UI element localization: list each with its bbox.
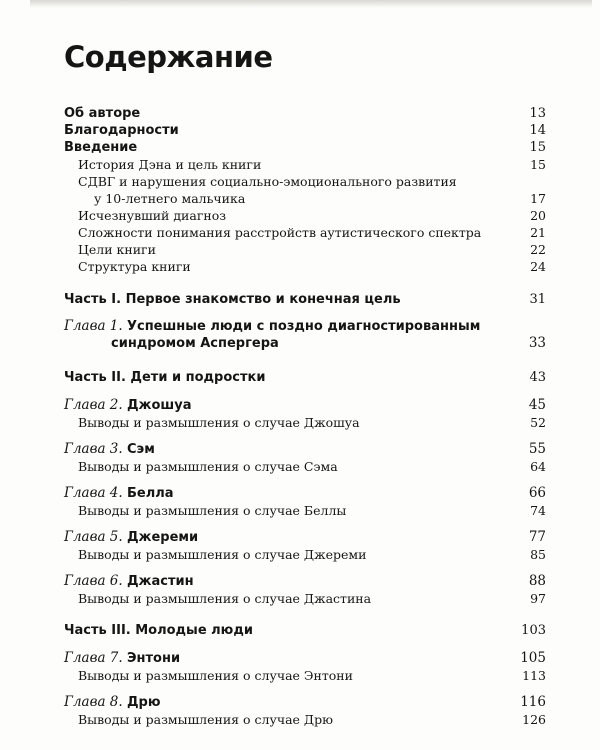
chapter-prefix: Глава 4. <box>64 485 123 501</box>
toc-subentry[interactable] <box>64 173 546 207</box>
chapter-prefix: Глава 2. <box>64 397 123 413</box>
toc-entry-introduction[interactable] <box>64 139 546 156</box>
toc-entry-page: 55 <box>528 441 546 457</box>
chapter-prefix: Глава 7. <box>64 650 123 666</box>
toc-entry-page: 97 <box>530 591 546 606</box>
toc-entry-label-continued: у 10-летнего мальчика <box>94 191 246 206</box>
toc-chapter-8[interactable] <box>64 694 546 711</box>
toc-chapter-1[interactable] <box>64 318 546 352</box>
toc-chapter-3[interactable] <box>64 441 546 458</box>
toc-entry-page: 105 <box>520 650 546 666</box>
toc-subentry[interactable] <box>64 458 546 475</box>
toc-entry-label: Выводы и размышления о случае Джошуа <box>78 415 360 430</box>
toc-entry-page: 113 <box>522 668 546 683</box>
toc-entry-page: 77 <box>528 529 546 545</box>
toc-entry-page: 52 <box>530 415 546 430</box>
toc-entry-label: Благодарности <box>64 123 179 138</box>
toc-entry-page: 88 <box>528 573 546 589</box>
toc-entry-about-author[interactable] <box>64 105 546 122</box>
toc-chapter-2[interactable] <box>64 397 546 414</box>
toc-entry-page: 64 <box>530 459 546 474</box>
chapter-prefix: Глава 1. <box>64 318 123 334</box>
chapter-title: Сэм <box>126 442 155 457</box>
toc-part-2[interactable] <box>64 369 546 386</box>
chapter-title: Белла <box>126 486 174 501</box>
toc-entry-label: Выводы и размышления о случае Дрю <box>78 712 333 727</box>
chapter-prefix: Глава 8. <box>64 694 123 710</box>
toc-part-label: Часть II. Дети и подростки <box>64 370 266 385</box>
toc-chapter-7[interactable] <box>64 650 546 667</box>
toc-chapter-4[interactable] <box>64 485 546 502</box>
toc-entry-page: 13 <box>529 106 546 121</box>
toc-part-label: Часть III. Молодые люди <box>64 623 253 638</box>
toc-subentry[interactable] <box>64 207 546 224</box>
toc-entry-page: 85 <box>530 547 546 562</box>
toc-entry-page: 43 <box>529 370 546 385</box>
chapter-prefix: Глава 5. <box>64 529 123 545</box>
toc-entry-page: 66 <box>528 485 546 501</box>
toc-entry-page: 116 <box>520 694 546 710</box>
toc-subentry[interactable] <box>64 414 546 431</box>
toc-part-3[interactable] <box>64 622 546 639</box>
table-of-contents <box>64 105 546 728</box>
chapter-title: Энтони <box>126 651 181 666</box>
toc-entry-page: 17 <box>530 191 546 206</box>
toc-entry-page: 15 <box>529 140 546 155</box>
toc-entry-page: 31 <box>529 292 546 307</box>
toc-entry-page: 15 <box>530 157 546 172</box>
chapter-title: Джастин <box>126 574 194 589</box>
toc-entry-acknowledgements[interactable] <box>64 122 546 139</box>
toc-entry-page: 45 <box>528 397 546 413</box>
toc-entry-page: 24 <box>530 259 546 274</box>
toc-entry-page: 103 <box>521 623 546 638</box>
toc-entry-label: Цели книги <box>78 242 156 257</box>
toc-chapter-5[interactable] <box>64 529 546 546</box>
toc-entry-label: Сложности понимания расстройств аутистического спектра <box>78 225 482 240</box>
toc-subentry[interactable] <box>64 156 546 173</box>
toc-entry-label: История Дэна и цель книги <box>78 157 262 172</box>
toc-entry-page: 21 <box>530 225 546 240</box>
toc-entry-label: Об авторе <box>64 106 141 121</box>
toc-entry-label: Исчезнувший диагноз <box>78 208 227 223</box>
page-top-edge <box>30 0 592 8</box>
chapter-prefix: Глава 3. <box>64 441 123 457</box>
toc-subentry[interactable] <box>64 711 546 728</box>
toc-subentry[interactable] <box>64 502 546 519</box>
toc-subentry[interactable] <box>64 667 546 684</box>
toc-entry-page: 14 <box>529 123 546 138</box>
chapter-title: Успешные люди с поздно диагностированным <box>126 319 481 334</box>
toc-entry-label: Структура книги <box>78 259 191 274</box>
toc-entry-label: Введение <box>64 140 138 155</box>
toc-part-1[interactable] <box>64 291 546 308</box>
toc-entry-page: 33 <box>528 335 546 351</box>
chapter-title: Джереми <box>126 530 199 545</box>
toc-chapter-6[interactable] <box>64 573 546 590</box>
page-title: Содержание <box>64 40 273 74</box>
toc-subentry[interactable] <box>64 224 546 241</box>
toc-subentry[interactable] <box>64 241 546 258</box>
toc-entry-page: 126 <box>522 712 546 727</box>
toc-subentry[interactable] <box>64 590 546 607</box>
toc-subentry[interactable] <box>64 258 546 275</box>
chapter-prefix: Глава 6. <box>64 573 123 589</box>
chapter-title-continued: синдромом Аспергера <box>111 336 279 351</box>
toc-entry-label: Выводы и размышления о случае Сэма <box>78 459 338 474</box>
toc-entry-label: Выводы и размышления о случае Джереми <box>78 547 367 562</box>
toc-entry-label: СДВГ и нарушения социально-эмоционального развития <box>78 174 457 189</box>
chapter-title: Дрю <box>126 695 161 710</box>
toc-entry-label: Выводы и размышления о случае Беллы <box>78 503 347 518</box>
toc-entry-label: Выводы и размышления о случае Энтони <box>78 668 353 683</box>
toc-entry-label: Выводы и размышления о случае Джастина <box>78 591 372 606</box>
chapter-title: Джошуа <box>126 398 192 413</box>
toc-entry-page: 74 <box>530 503 546 518</box>
toc-part-label: Часть I. Первое знакомство и конечная цель <box>64 292 401 307</box>
toc-subentry[interactable] <box>64 546 546 563</box>
toc-entry-page: 22 <box>530 242 546 257</box>
toc-entry-page: 20 <box>530 208 546 223</box>
